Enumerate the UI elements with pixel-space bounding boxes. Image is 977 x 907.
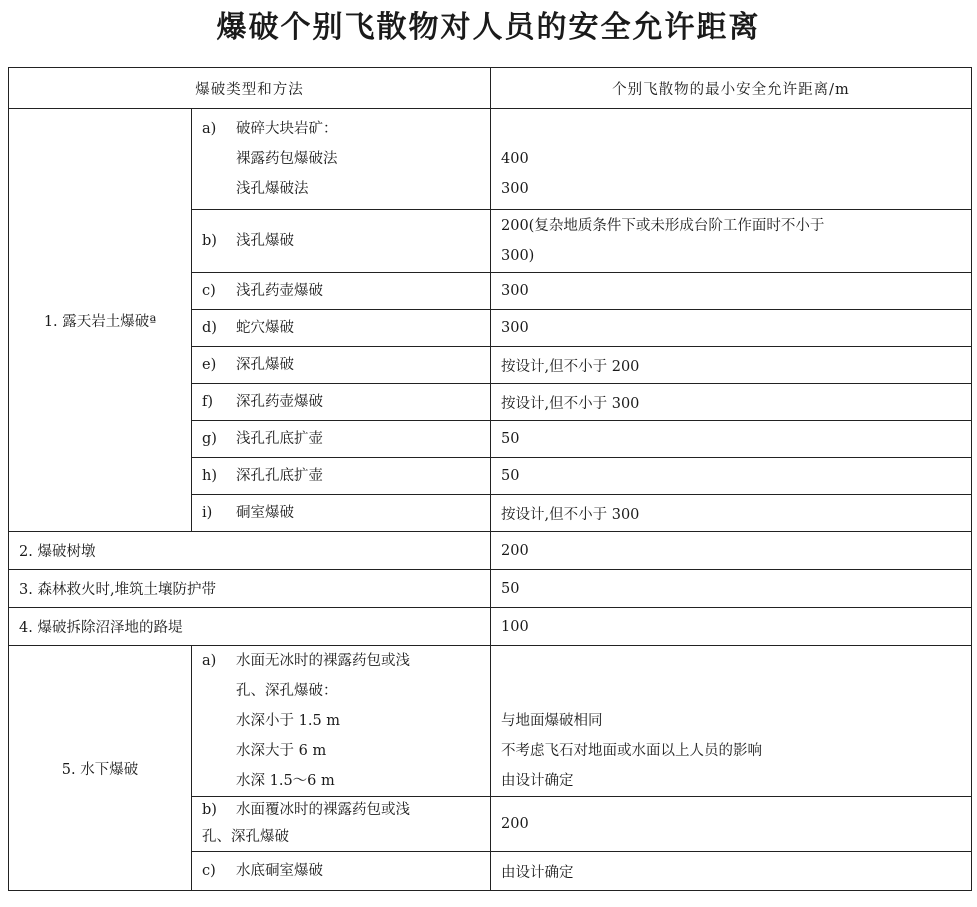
item-mark: b) (202, 233, 217, 249)
distance-value: 200 (491, 532, 972, 570)
distance-value: 100 (491, 608, 972, 646)
method-text: 孔、深孔爆破： (236, 683, 338, 699)
distance-value: 不考虑飞石对地面或水面以上人员的影响 (501, 743, 762, 759)
header-min-distance: 个别飞散物的最小安全允许距离/m (491, 68, 972, 109)
distance-value: 与地面爆破相同 (501, 713, 603, 729)
method-cell (192, 495, 491, 532)
sub-method: 浅孔爆破法 (236, 181, 309, 197)
distance-value: 由设计确定 (501, 773, 574, 789)
distance-value: 由设计确定 (491, 852, 972, 891)
method-cell (192, 384, 491, 421)
method-text: 浅孔爆破 (236, 233, 294, 249)
method-cell (192, 852, 491, 891)
method-text: 浅孔孔底扩壶 (236, 431, 323, 447)
blast-type-label: 2. 爆破树墩 (9, 532, 491, 570)
item-mark: b) (202, 802, 217, 818)
table-row (9, 646, 972, 797)
item-mark: c) (202, 283, 216, 299)
distance-value: 400 (501, 151, 529, 167)
distance-value: 按设计,但不小于 300 (491, 384, 972, 421)
table-row (9, 532, 972, 570)
item-mark: a) (202, 121, 217, 137)
method-cell (192, 646, 491, 797)
group1-label: 1. 露天岩土爆破ª (9, 109, 192, 532)
method-text: 蛇穴爆破 (236, 320, 294, 336)
method-text: 水面覆冰时的裸露药包或浅 (236, 802, 410, 818)
group5-label: 5. 水下爆破 (9, 646, 192, 891)
distance-value: 300 (501, 181, 529, 197)
method-cell (192, 310, 491, 347)
sub-method: 水深 1.5～6 m (236, 773, 335, 789)
method-text: 水面无冰时的裸露药包或浅 (236, 653, 410, 669)
method-cell (192, 273, 491, 310)
distance-cell (491, 109, 972, 210)
distance-cell (491, 210, 972, 273)
item-mark: f) (202, 394, 214, 410)
item-mark: a) (202, 653, 217, 669)
method-cell (192, 210, 491, 273)
method-text: 硐室爆破 (236, 505, 294, 521)
method-text: 水底硐室爆破 (236, 863, 323, 879)
item-mark: d) (202, 320, 217, 336)
method-text: 深孔孔底扩壶 (236, 468, 323, 484)
item-mark: g) (202, 431, 217, 447)
table-row (9, 570, 972, 608)
method-text: 深孔爆破 (236, 357, 294, 373)
header-blast-type: 爆破类型和方法 (9, 68, 491, 109)
table-row (9, 608, 972, 646)
method-cell (192, 797, 491, 852)
table-row (9, 109, 972, 210)
blast-type-label: 4. 爆破拆除沼泽地的路堤 (9, 608, 491, 646)
safety-distance-table (8, 67, 972, 891)
distance-value: 按设计,但不小于 200 (491, 347, 972, 384)
method-cell (192, 347, 491, 384)
distance-value: 300) (501, 248, 535, 264)
blast-type-label: 3. 森林救火时,堆筑土壤防护带 (9, 570, 491, 608)
distance-value: 200 (491, 797, 972, 852)
method-text: 孔、深孔爆破 (202, 829, 289, 845)
method-cell (192, 458, 491, 495)
distance-value: 200(复杂地质条件下或未形成台阶工作面时不小于 (501, 218, 825, 234)
item-mark: c) (202, 863, 216, 879)
item-mark: i) (202, 505, 213, 521)
header-row (9, 68, 972, 109)
sub-method: 水深小于 1.5 m (236, 713, 341, 729)
distance-value: 300 (491, 310, 972, 347)
method-cell (192, 421, 491, 458)
item-mark: h) (202, 468, 217, 484)
method-text: 深孔药壶爆破 (236, 394, 323, 410)
item-mark: e) (202, 357, 217, 373)
distance-value: 50 (491, 570, 972, 608)
method-text: 浅孔药壶爆破 (236, 283, 323, 299)
distance-value: 50 (491, 458, 972, 495)
distance-value: 50 (491, 421, 972, 458)
distance-cell (491, 646, 972, 797)
distance-value: 300 (491, 273, 972, 310)
method-cell (192, 109, 491, 210)
sub-method: 裸露药包爆破法 (236, 151, 338, 167)
method-text: 破碎大块岩矿： (236, 121, 338, 137)
sub-method: 水深大于 6 m (236, 743, 327, 759)
document-title: 爆破个别飞散物对人员的安全允许距离 (216, 10, 761, 45)
distance-value: 按设计,但不小于 300 (491, 495, 972, 532)
